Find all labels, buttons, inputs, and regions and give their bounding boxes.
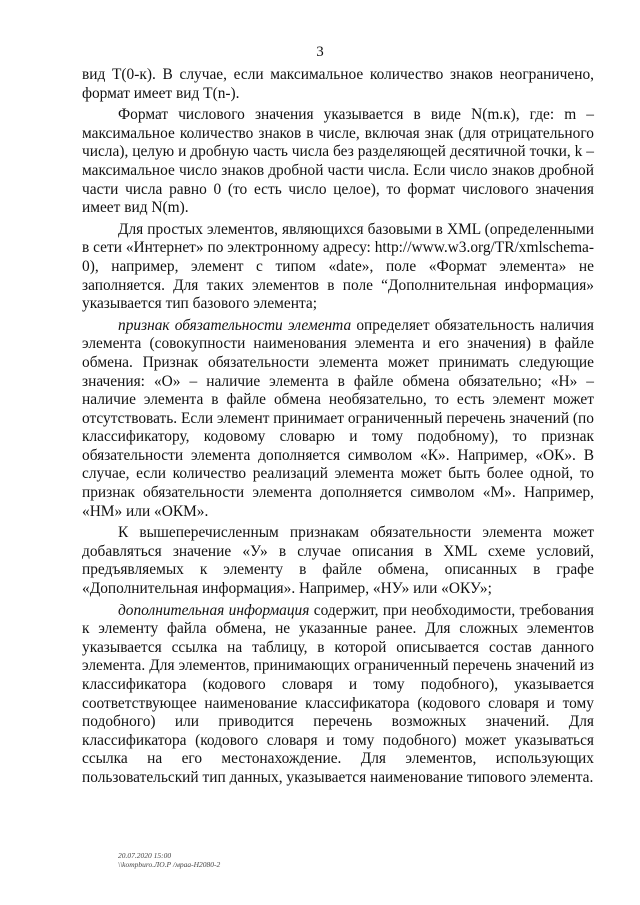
paragraph-5: К вышеперечисленным признакам обязательности элемента может добавляться значение «У» в случае описания в XML схеме условий, предъявляемых к элементу в файле обмена, описанных в графе «Дополнительная информация». Например, «НУ» или «ОКУ»;	[82, 524, 594, 598]
paragraph-6-text: содержит, при необходимости, требования к элементу файла обмена, не указанные ранее. Для сложных элементов указывается ссылка на таблицу, в которой описывается состав данного элемента. Для элементов, принимающих ограниченный перечень значений из классификатора (кодового словаря и тому подобного), указывается соответствующее наименование классификатора (кодового словаря и тому подобного) или приводится перечень возможных значений. Для классификатора (кодового словаря и тому подобного) может указываться ссылка на его местонахождение. Для элементов, использующих пользовательский тип данных, указывается наименование типового элемента.	[82, 601, 594, 786]
term-additional-info: дополнительная информация	[118, 601, 310, 619]
paragraph-4	[82, 317, 594, 522]
paragraph-2: Формат числового значения указывается в виде N(m.к), где: m – максимальное количество знаков в числе, включая знак (для отрицательного числа), целую и дробную часть числа без разделяющей десятичной точки, k – максимальное число знаков дробной части числа. Если число знаков дробной части числа равно 0 (то есть число целое), то формат числового значения имеет вид N(m).	[82, 106, 594, 217]
paragraph-4-text: определяет обязательность наличия элемента (совокупности наименования элемента и его значения) в файле обмена. Признак обязательности элемента может принимать следующие значения: «О» – наличие элемента в файле обмена обязательно; «Н» – наличие элемента в файле обмена необязательно, то есть элемент может отсутствовать. Если элемент принимает ограниченный перечень значений (по классификатору, кодовому словарю и тому подобному), то признак обязательности элемента дополняется символом «К». Например, «ОК». В случае, если количество реализаций элемента может быть более одной, то признак обязательности элемента дополняется символом «М». Например, «НМ» или «ОКМ».	[82, 316, 594, 520]
document-body	[82, 66, 594, 791]
paragraph-1: вид T(0-к). В случае, если максимальное количество знаков неограничено, формат имеет вид T(n-).	[82, 66, 594, 102]
footer-date: 20.07.2020 15:00	[118, 851, 172, 860]
footer-path: \\kompburo.ЛО.Р /мраа-Н2080-2	[118, 860, 221, 869]
paragraph-6	[82, 602, 594, 788]
page-number: 3	[316, 44, 324, 60]
paragraph-3: Для простых элементов, являющихся базовыми в XML (определенными в сети «Интернет» по электронному адресу: http://www.w3.org/TR/xmlschema-0), например, элемент с типом «date», поле «Формат элемента» не заполняется. Для таких элементов в поле “Дополнительная информация» указывается тип базового элемента;	[82, 220, 594, 313]
footer-stamp	[118, 851, 220, 869]
term-required-flag: признак обязательности элемента	[118, 316, 352, 334]
